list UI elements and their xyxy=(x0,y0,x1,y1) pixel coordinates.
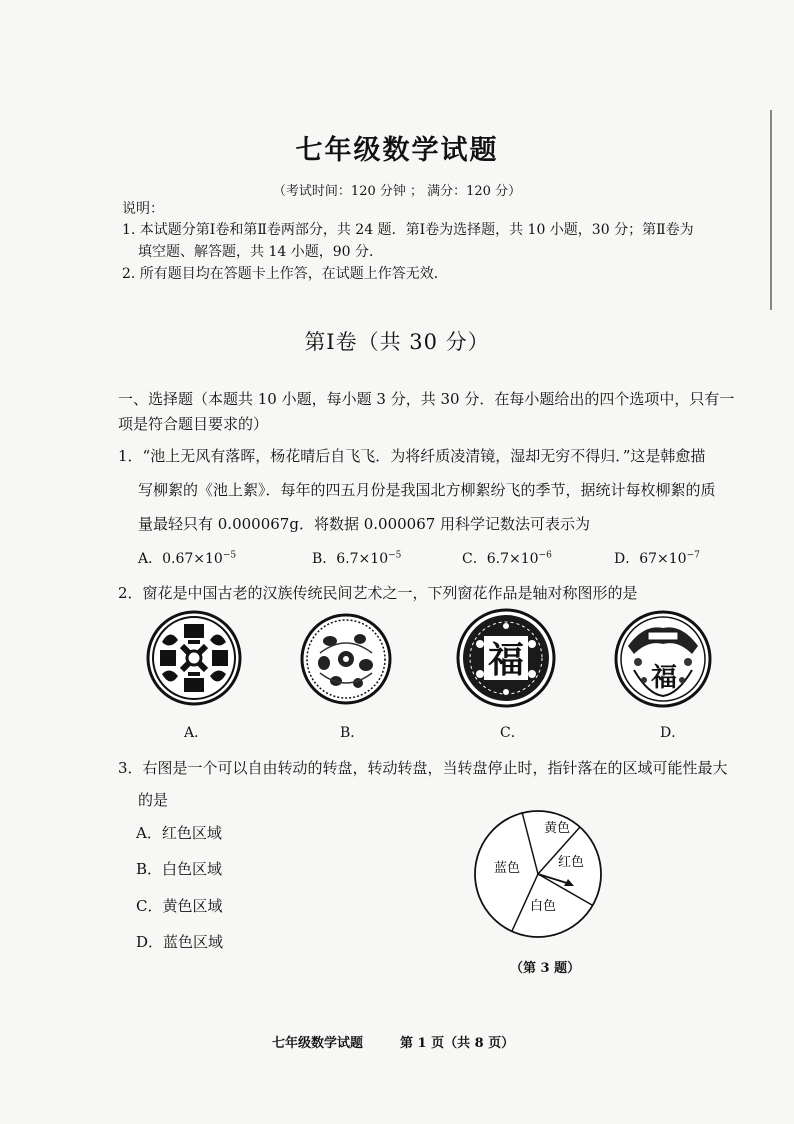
fu-glyph-c: 福 xyxy=(487,639,525,681)
q3-line-1: 3．右图是一个可以自由转动的转盘，转动转盘，当转盘停止时，指针落在的区域可能性最大 xyxy=(118,759,728,777)
note-line-3: 2. 所有题目均在答题卡上作答，在试题上作答无效． xyxy=(122,266,448,282)
q2-label-a[interactable]: A． xyxy=(184,725,209,741)
part-intro-line-1: 一、选择题（本题共 10 小题，每小题 3 分，共 30 分．在每小题给出的四个选项中，只有一 xyxy=(118,390,735,408)
q3-choice-b[interactable]: B．白色区域 xyxy=(136,860,223,878)
q1-line-3: 量最轻只有 0.000067g．将数据 0.000067 用科学记数法可表示为 xyxy=(138,515,591,533)
spinner-label-yellow: 黄色 xyxy=(544,821,571,836)
q2-label-c[interactable]: C． xyxy=(500,725,525,741)
note-line-1: 1. 本试题分第Ⅰ卷和第Ⅱ卷两部分，共 24 题．第Ⅰ卷为选择题，共 10 小题，30 分；第Ⅱ卷为 xyxy=(122,222,694,238)
q3-choice-a[interactable]: A．红色区域 xyxy=(136,824,222,842)
section-title: 第Ⅰ卷（共 30 分） xyxy=(304,330,490,354)
q2-label-d[interactable]: D． xyxy=(660,725,686,741)
q1-line-2: 写柳絮的《池上絮》．每年的四五月份是我国北方柳絮纷飞的季节，据统计每枚柳絮的质 xyxy=(138,481,716,499)
footer-title: 七年级数学试题 xyxy=(272,1036,364,1051)
q1-option-d[interactable]: D．$67\times 10^{-7}$ xyxy=(614,550,700,567)
spinner-label-white: 白色 xyxy=(530,899,557,914)
exam-title: 七年级数学试题 xyxy=(295,135,499,166)
paper-cut-a-image xyxy=(146,610,242,706)
q2-label-b[interactable]: B． xyxy=(340,725,365,741)
spinner-figure xyxy=(470,800,610,945)
note-line-2: 填空题、解答题，共 14 小题，90 分． xyxy=(138,244,383,260)
q1-line-1: 1．“池上无风有落晖，杨花晴后自飞飞．为将纤质凌清镜，湿却无穷不得归．”这是韩愈描 xyxy=(118,447,706,465)
q3-figure-caption: （第 3 题） xyxy=(510,961,581,976)
paper-cut-c-image xyxy=(456,608,556,708)
spinner-label-blue: 蓝色 xyxy=(494,861,521,876)
spinner-label-red: 红色 xyxy=(558,855,585,870)
q1-option-c[interactable]: C．$6.7\times 10^{-6}$ xyxy=(462,550,552,567)
exam-subtitle: （考试时间：120 分钟 ； 满分：120 分） xyxy=(272,184,522,199)
q1-option-b[interactable]: B．$6.7\times 10^{-5}$ xyxy=(312,550,402,567)
fu-glyph-d: 福 xyxy=(650,663,678,693)
q3-line-2: 的是 xyxy=(138,791,169,809)
q1-option-a[interactable]: A．$0.67\times 10^{-5}$ xyxy=(138,550,237,567)
q3-choice-c[interactable]: C．黄色区域 xyxy=(136,897,223,915)
notes-heading: 说明： xyxy=(122,201,164,217)
q2-text: 2．窗花是中国古老的汉族传统民间艺术之一，下列窗花作品是轴对称图形的是 xyxy=(118,584,638,602)
paper-cut-d-image xyxy=(614,610,712,708)
paper-cut-b-image xyxy=(300,613,392,705)
footer-page-number: 第 1 页（共 8 页） xyxy=(400,1036,515,1051)
q3-choice-d[interactable]: D．蓝色区域 xyxy=(136,933,224,951)
part-intro-line-2: 项是符合题目要求的） xyxy=(118,415,269,433)
